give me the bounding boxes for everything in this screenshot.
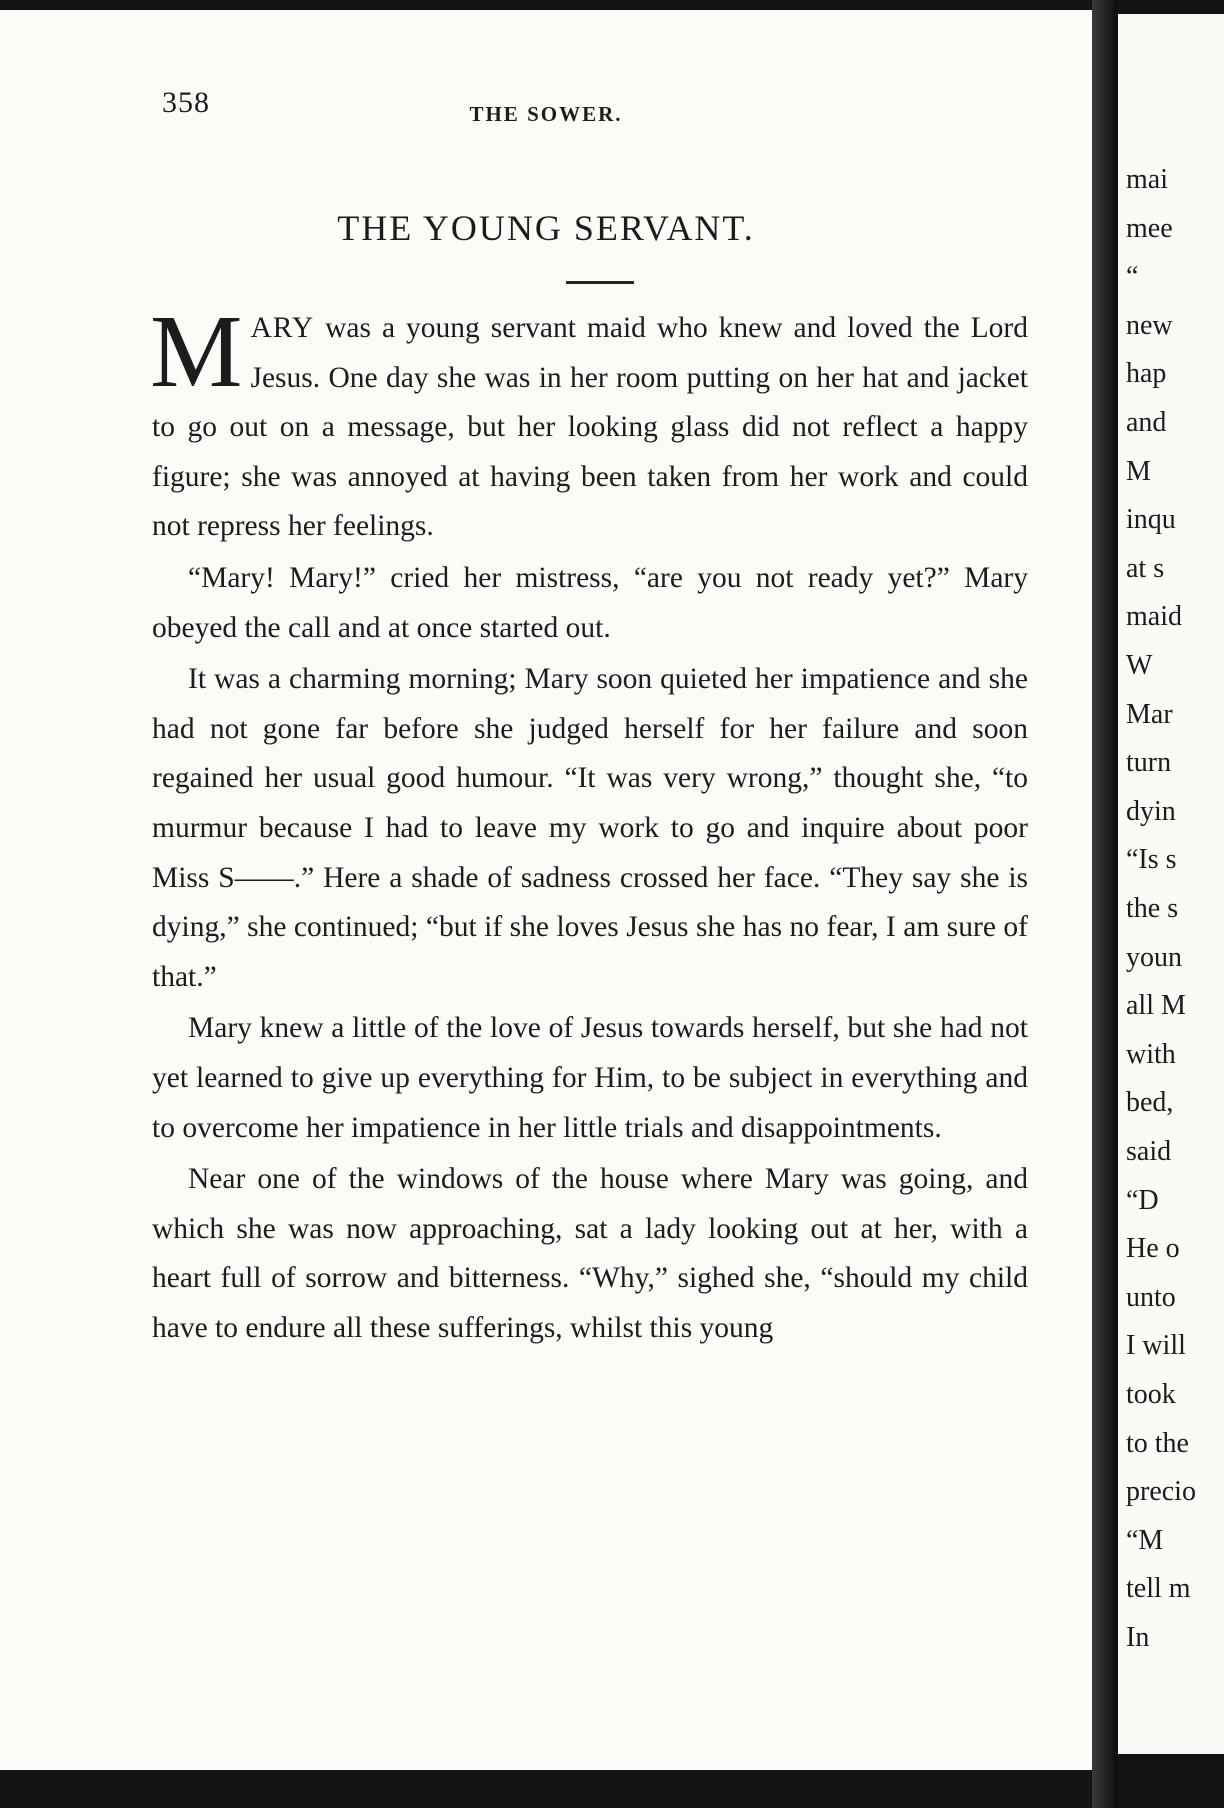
article-title: THE YOUNG SERVANT. (337, 208, 755, 248)
paragraph-text: was a young servant maid who knew and loved the Lord Jesus. One day she was in her room putting on her hat and jacket to go out on a message, but her looking glass did not reflect a happy figure; she was annoyed at having been taken from her work and could not repress her feelings. (152, 312, 1028, 543)
facing-line-fragment: the s (1126, 893, 1179, 924)
article-body (150, 294, 1028, 1355)
facing-line-fragment: mee (1126, 212, 1173, 244)
facing-line-fragment: “ (1126, 261, 1139, 293)
facing-line-fragment: He o (1126, 1233, 1180, 1265)
facing-line-fragment: with (1126, 1038, 1176, 1070)
left-page (0, 10, 1092, 1770)
facing-line-fragment: at s (1126, 552, 1165, 584)
first-word-rest: ARY (250, 312, 315, 344)
facing-line-fragment: “Is s (1126, 844, 1177, 876)
facing-line-fragment: M (1126, 455, 1151, 487)
facing-line-fragment: mai (1126, 164, 1168, 195)
facing-line-fragment: all M (1126, 990, 1186, 1022)
running-head: THE SOWER. (469, 102, 623, 126)
page-number: 358 (162, 86, 210, 119)
facing-line-fragment: I will (1126, 1330, 1186, 1362)
facing-line-fragment: Mar (1126, 698, 1173, 730)
facing-line-fragment: said (1126, 1136, 1172, 1167)
paragraph-5: Near one of the windows of the house where Mary was going, and which she was now approaching, sat a lady looking out at her, with a heart full of sorrow and bitterness. “Why,” sighed she, “should my child have to endure all these sufferings, whilst this young (152, 1163, 1028, 1344)
facing-line-fragment: turn (1126, 747, 1172, 779)
facing-line-fragment: tell m (1126, 1573, 1191, 1605)
facing-line-fragment: took (1126, 1379, 1176, 1410)
facing-line-fragment: inqu (1126, 504, 1176, 536)
facing-line-fragment: unto (1126, 1281, 1176, 1313)
facing-line-fragment: “D (1126, 1184, 1159, 1216)
drop-cap: M (150, 294, 243, 409)
title-divider (566, 281, 634, 284)
facing-line-fragment: precio (1126, 1476, 1196, 1508)
facing-page (1118, 14, 1224, 1754)
facing-line-fragment: youn (1126, 941, 1182, 973)
facing-line-fragment: In (1126, 1622, 1150, 1653)
paragraph-3: It was a charming morning; Mary soon quieted her impatience and she had not gone far before she judged herself for her failure and soon regained her usual good humour. “It was very wrong,” thought she, “to murmur because I had to leave my work to go and inquire about poor Miss S——.” Here a shade of sadness crossed her face. “They say she is dying,” she continued; “but if she loves Jesus she has no fear, I am sure of that.” (152, 663, 1028, 993)
book-gutter (1092, 0, 1118, 1808)
facing-line-fragment: bed, (1126, 1087, 1174, 1119)
paragraph-2: “Mary! Mary!” cried her mistress, “are you not ready yet?” Mary obeyed the call and at once started out. (152, 561, 1028, 644)
paragraph-1 (150, 294, 1028, 552)
facing-line-fragment: hap (1126, 358, 1167, 390)
facing-line-fragment: to the (1126, 1427, 1189, 1459)
facing-line-fragment: dyin (1126, 795, 1176, 827)
facing-line-fragment: W (1126, 650, 1153, 681)
facing-line-fragment: and (1126, 407, 1167, 438)
facing-line-fragment: new (1126, 309, 1173, 341)
facing-line-fragment: “M (1126, 1524, 1164, 1556)
facing-line-fragment: maid (1126, 601, 1182, 633)
paragraph-4: Mary knew a little of the love of Jesus towards herself, but she had not yet learned to give up everything for Him, to be subject in everything and to overcome her impatience in her little trials and disappointments. (152, 1012, 1028, 1144)
